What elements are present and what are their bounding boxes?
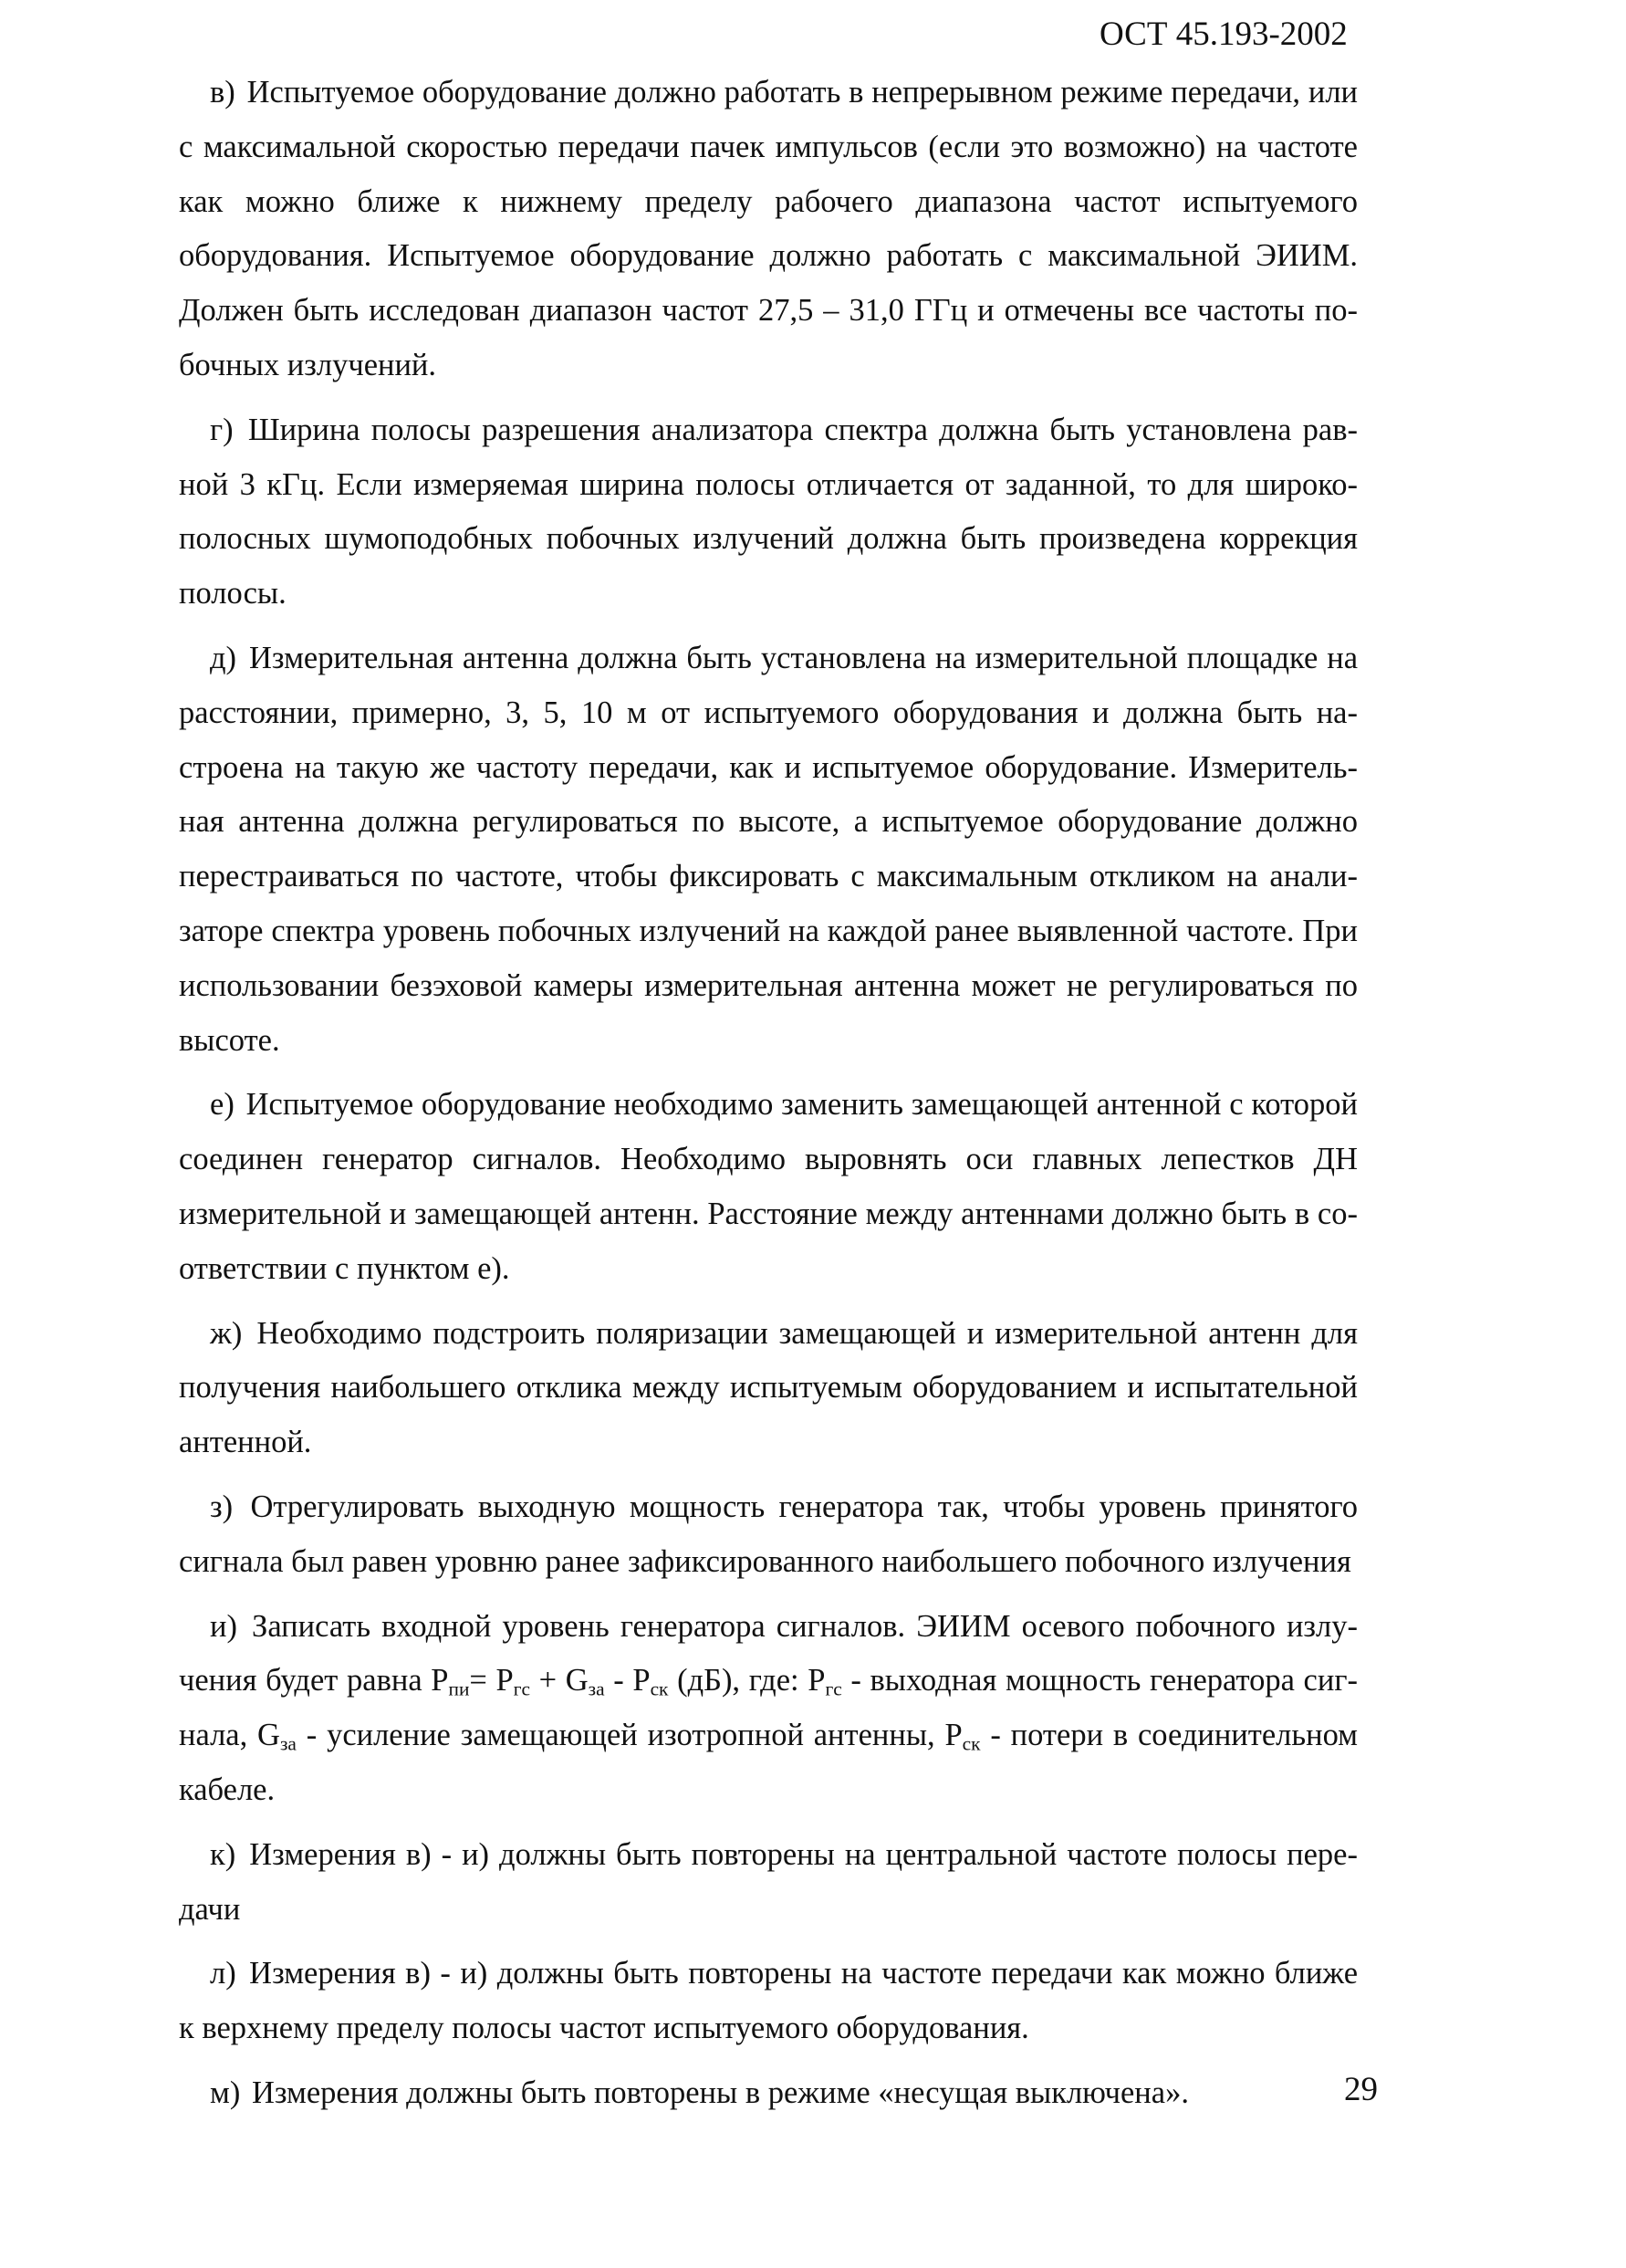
formula-text: - усиление замещающей изотропной антенны, P	[296, 1718, 963, 1753]
paragraph-z	[179, 1480, 1358, 1590]
paragraph-label: и)	[210, 1608, 237, 1644]
subscript-gs: гс	[513, 1677, 530, 1700]
paragraph-text: Измерения должны быть повторены в режиме «несущая выключена».	[251, 2075, 1189, 2110]
paragraph-v	[179, 66, 1358, 393]
paragraph-text: Измерительная антенна должна быть установлена на измерительной площадке на расстоянии, примерно, 3, 5, 10 м от испытуемого оборудования и должна быть настроена на такую же частоту передачи, как и испытуемое оборудование. Измерительная антенна должна регулироваться по высоте, а испытуемое оборудование должно перестраиваться по частоте, чтобы фиксировать с максимальным откликом на анализаторе спектра уровень побочных излучений на каждой ранее выявленной частоте. При использовании безэховой камеры измерительная антенна может не регулироваться по высоте.	[179, 640, 1359, 1058]
formula-text: - P	[604, 1663, 651, 1698]
paragraph-k	[179, 1828, 1358, 1938]
paragraph-label: л)	[210, 1956, 236, 1991]
paragraph-text: Испытуемое оборудование необходимо заменить замещающей антенной с которой соединен генератор сигналов. Необходимо выровнять оси главных лепестков ДН измерительной и замещающей антенн. Расстояние между антеннами должно быть в соответствии с пунктом е).	[179, 1087, 1359, 1286]
subscript-gs: гс	[825, 1677, 842, 1700]
paragraph-label: е)	[210, 1087, 235, 1123]
formula-text: (дБ), где: P	[668, 1663, 826, 1698]
paragraph-label: д)	[210, 640, 237, 675]
paragraph-label: в)	[210, 75, 235, 110]
formula-text: - выходная мощность генератора сигнала, G	[179, 1663, 1358, 1753]
document-code: ОСТ 45.193-2002	[1100, 16, 1348, 53]
subscript-sk: ск	[962, 1732, 981, 1755]
paragraph-zh	[179, 1307, 1358, 1470]
subscript-za: за	[279, 1732, 297, 1755]
paragraph-label: м)	[210, 2075, 241, 2110]
document-body	[179, 66, 1358, 2131]
paragraph-m	[179, 2066, 1358, 2121]
subscript-pi: пи	[448, 1677, 470, 1700]
formula-text: = P	[469, 1663, 514, 1698]
paragraph-label: з)	[210, 1489, 234, 1524]
paragraph-i	[179, 1600, 1358, 1818]
paragraph-label: к)	[210, 1836, 236, 1872]
formula-text: + G	[529, 1663, 589, 1698]
paragraph-e	[179, 1078, 1358, 1296]
paragraph-g	[179, 403, 1358, 622]
paragraph-text: Ширина полосы разрешения анализатора спектра должна быть установлена равной 3 кГц. Если измеряемая ширина полосы отличается от заданной, то для широкополосных шумоподобных побочных излучений должна быть произведена коррекция полосы.	[179, 412, 1358, 611]
paragraph-text: Испытуемое оборудование должно работать в непрерывном режиме передачи, или с максимальной скоростью передачи пачек импульсов (если это возможно) на частоте как можно ближе к нижнему пределу рабочего диапазона частот испытуемого оборудования. Испытуемое оборудование должно работать с максимальной ЭИИМ. Должен быть исследован диапазон частот 27,5 – 31,0 ГГц и отмечены все частоты побочных излучений.	[179, 75, 1358, 382]
formula-text: Записать входной уровень генератора сигналов. ЭИИМ осевого побочного излучения будет равна P	[179, 1608, 1359, 1698]
subscript-sk: ск	[650, 1677, 669, 1700]
paragraph-d	[179, 632, 1358, 1068]
paragraph-label: ж)	[210, 1315, 243, 1351]
subscript-za: за	[588, 1677, 605, 1700]
paragraph-text: Необходимо подстроить поляризации замещающей и измерительной антенн для получения наибольшего отклика между испытуемым оборудованием и испытательной антенной.	[179, 1315, 1359, 1460]
paragraph-label: г)	[210, 412, 234, 447]
formula-text: - потери в соединительном кабеле.	[179, 1718, 1358, 1807]
page-number: 29	[1344, 2071, 1378, 2108]
paragraph-text: Измерения в) - и) должны быть повторены на центральной частоте полосы передачи	[179, 1836, 1358, 1927]
paragraph-text: Измерения в) - и) должны быть повторены на частоте передачи как можно ближе к верхнему пределу полосы частот испытуемого оборудования.	[179, 1956, 1359, 2046]
paragraph-l	[179, 1947, 1358, 2056]
paragraph-text: Отрегулировать выходную мощность генератора так, чтобы уровень принятого сигнала был равен уровню ранее зафиксированного наибольшего побочного излучения	[179, 1489, 1359, 1579]
